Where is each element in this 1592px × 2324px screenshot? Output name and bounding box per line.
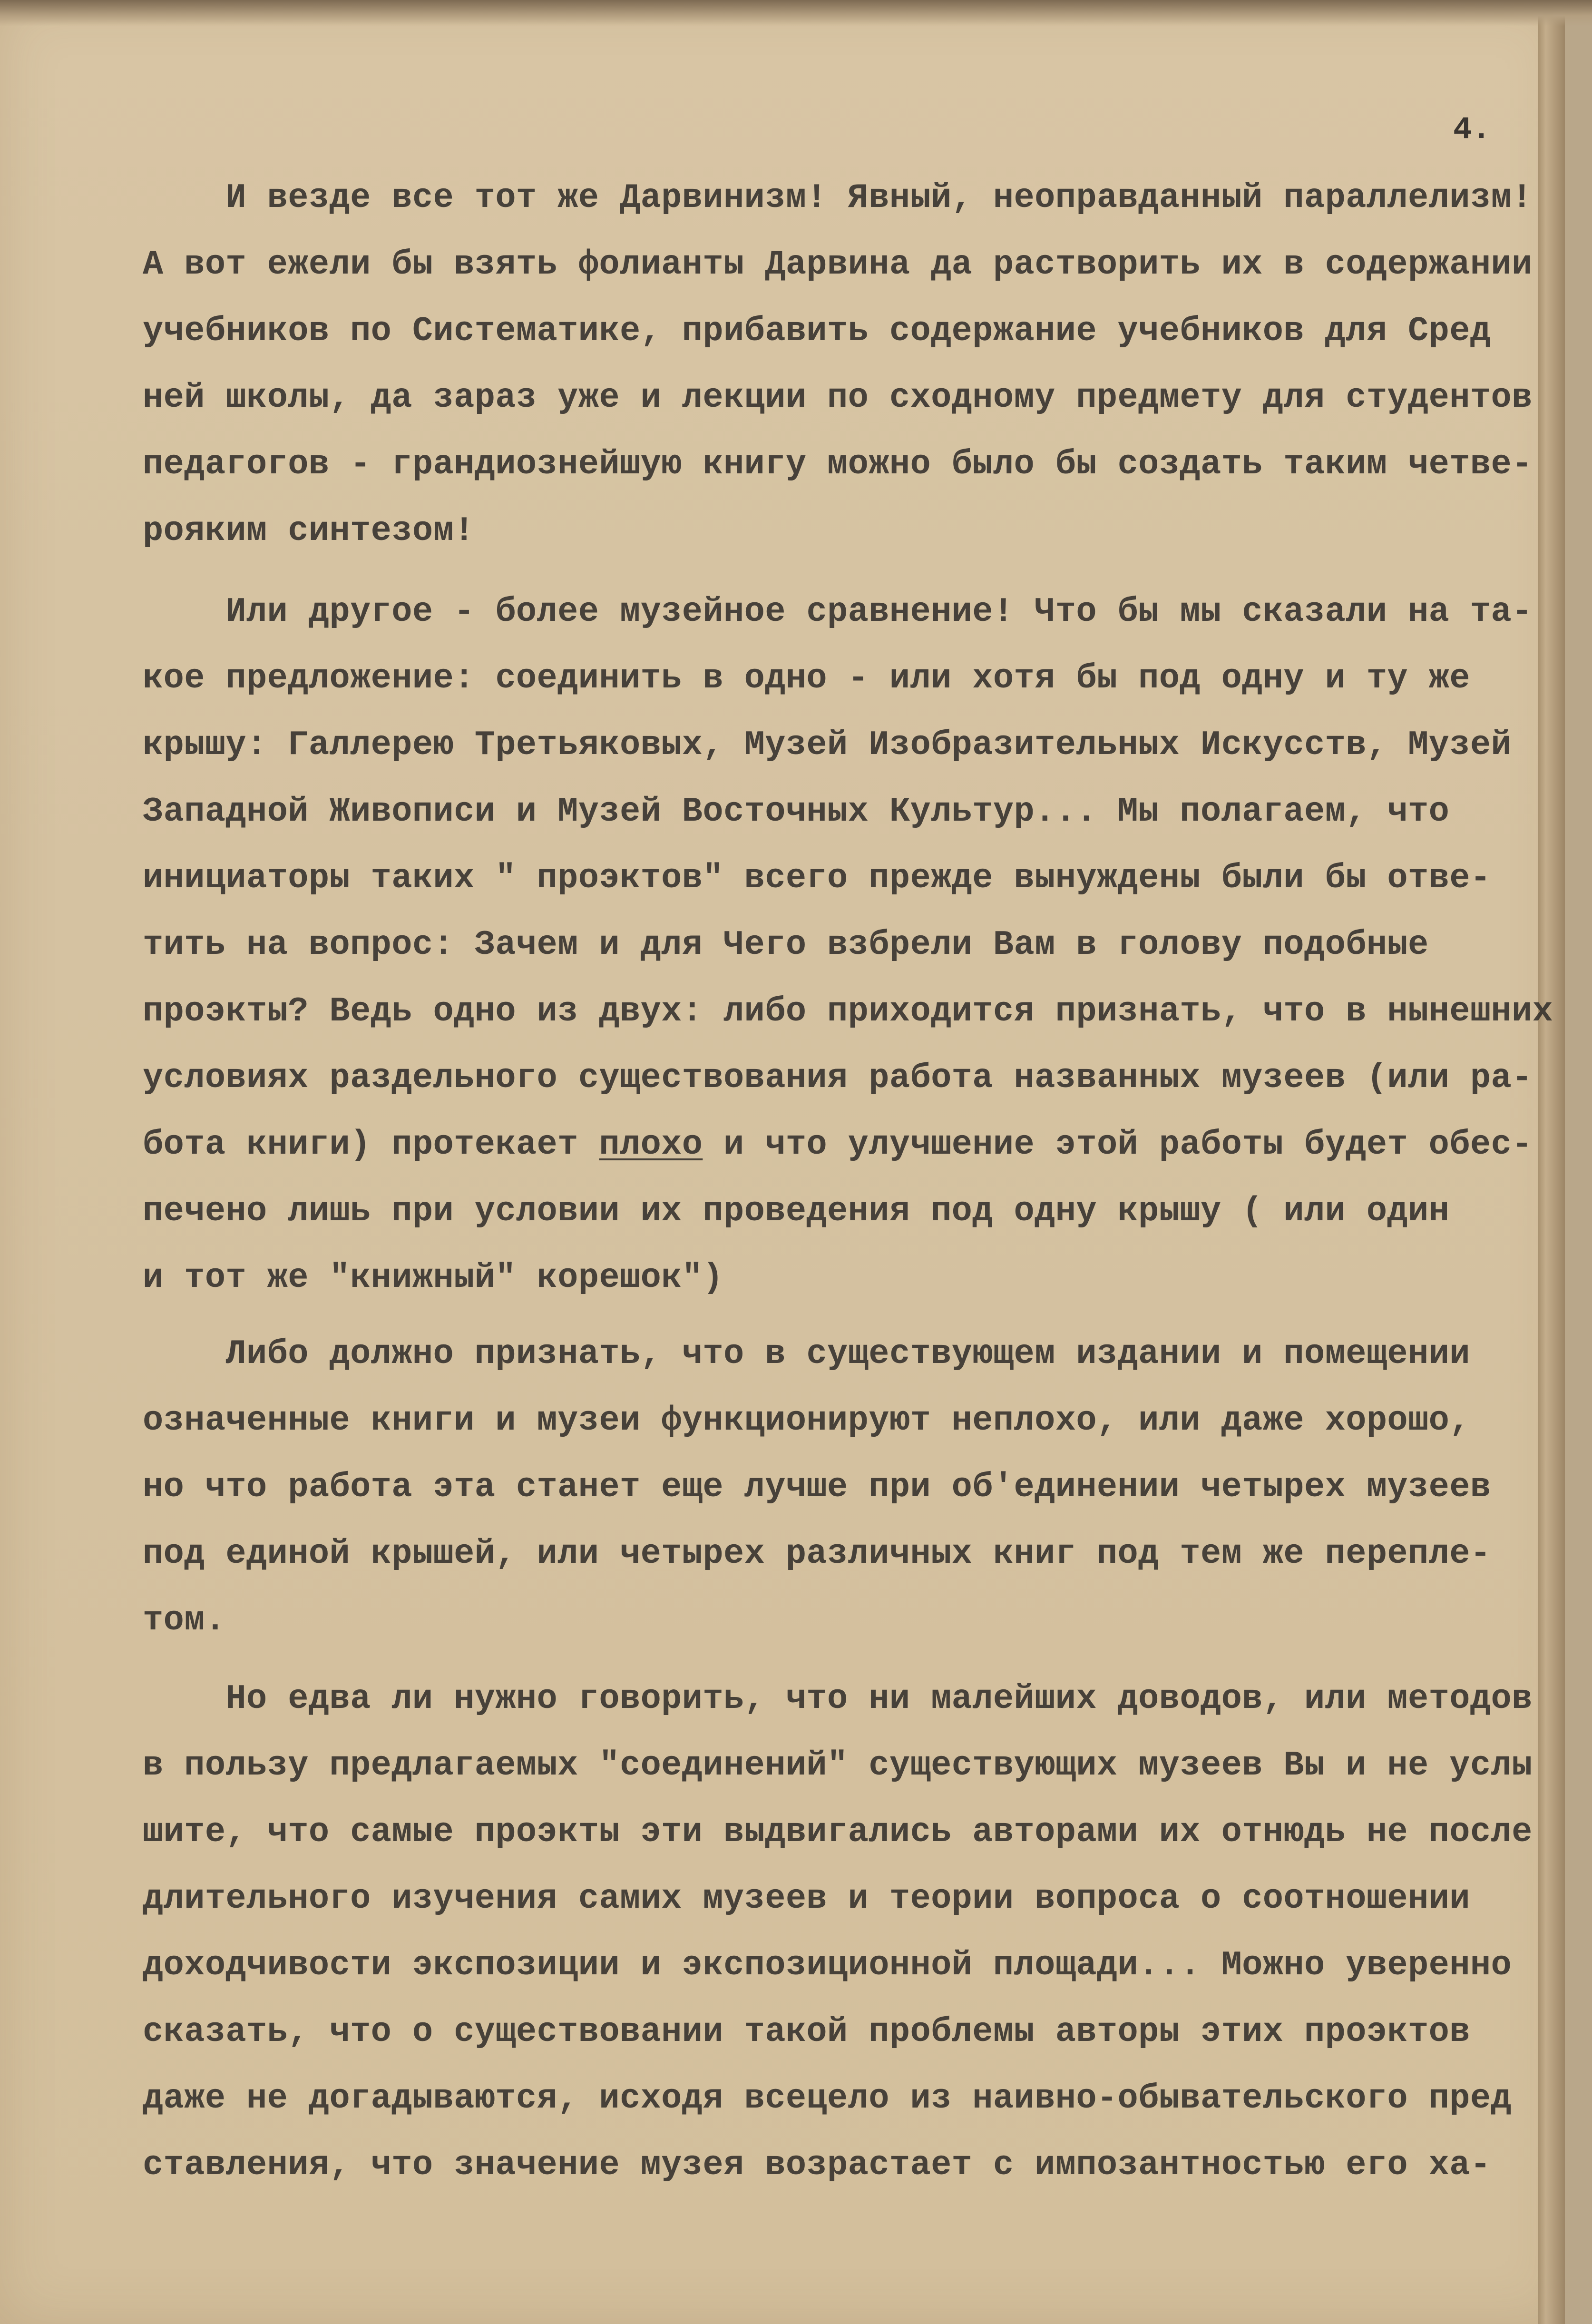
top-shadow bbox=[0, 0, 1592, 26]
text-line: но что работа эта станет еще лучше при об'единении четырех музеев bbox=[143, 1468, 1491, 1507]
text-line: рояким синтезом! bbox=[143, 511, 475, 550]
text-line: доходчивости экспозиции и экспозиционной площади... Можно уверенно bbox=[143, 1946, 1512, 1985]
text-line: даже не догадываются, исходя всецело из наивно-обывательского пред bbox=[143, 2079, 1512, 2118]
text-line: крышу: Галлерею Третьяковых, Музей Изобразительных Искусств, Музей bbox=[143, 726, 1512, 765]
text-line: кое предложение: соединить в одно - или хотя бы под одну и ту же bbox=[143, 659, 1470, 698]
text-line: печено лишь при условии их проведения под одну крышу ( или один bbox=[143, 1192, 1450, 1231]
underlined-word: плохо bbox=[599, 1125, 703, 1164]
text-line: тить на вопрос: Зачем и для Чего взбрели Вам в голову подобные bbox=[143, 925, 1429, 964]
text-segment: бота книги) протекает bbox=[143, 1125, 599, 1164]
text-line: Западной Живописи и Музей Восточных Культур... Мы полагаем, что bbox=[143, 792, 1450, 831]
text-line: Либо должно признать, что в существующем издании и помещении bbox=[143, 1334, 1470, 1373]
text-line: сказать, что о существовании такой проблемы авторы этих проэктов bbox=[143, 2012, 1470, 2051]
text-line: педагогов - грандиознейшую книгу можно было бы создать таким четве- bbox=[143, 445, 1533, 484]
text-line: Или другое - более музейное сравнение! Что бы мы сказали на та- bbox=[143, 592, 1533, 631]
text-line: в пользу предлагаемых "соединений" существующих музеев Вы и не услы bbox=[143, 1746, 1533, 1785]
text-line: И везде все тот же Дарвинизм! Явный, неоправданный параллелизм! bbox=[143, 178, 1533, 217]
text-line: длительного изучения самих музеев и теории вопроса о соотношении bbox=[143, 1879, 1470, 1918]
text-line: инициаторы таких " проэктов" всего прежде вынуждены были бы отве- bbox=[143, 859, 1491, 898]
text-line: условиях раздельного существования работа названных музеев (или ра- bbox=[143, 1059, 1533, 1098]
text-line: учебников по Систематике, прибавить содержание учебников для Сред bbox=[143, 312, 1491, 351]
text-line: ставления, что значение музея возрастает с импозантностью его ха- bbox=[143, 2146, 1491, 2185]
text-line: шите, что самые проэкты эти выдвигались авторами их отнюдь не после bbox=[143, 1813, 1533, 1852]
page-number: 4. bbox=[1453, 112, 1491, 147]
text-line: проэкты? Ведь одно из двух: либо приходится признать, что в нынешних bbox=[143, 992, 1553, 1031]
text-line: А вот ежели бы взять фолианты Дарвина да растворить их в содержании bbox=[143, 245, 1533, 284]
page-edge bbox=[1538, 0, 1565, 2324]
text-segment: и что улучшение этой работы будет обес- bbox=[703, 1125, 1533, 1164]
text-line: под единой крышей, или четырех различных книг под тем же перепле- bbox=[143, 1534, 1491, 1573]
text-line: Но едва ли нужно говорить, что ни малейших доводов, или методов bbox=[143, 1679, 1533, 1718]
text-line: и тот же "книжный" корешок") bbox=[143, 1258, 723, 1297]
text-line: означенные книги и музеи функционируют неплохо, или даже хорошо, bbox=[143, 1401, 1470, 1440]
text-line: том. bbox=[143, 1601, 226, 1640]
text-line: ней школы, да зараз уже и лекции по сходному предмету для студентов bbox=[143, 378, 1533, 417]
text-line bbox=[143, 1125, 1533, 1164]
